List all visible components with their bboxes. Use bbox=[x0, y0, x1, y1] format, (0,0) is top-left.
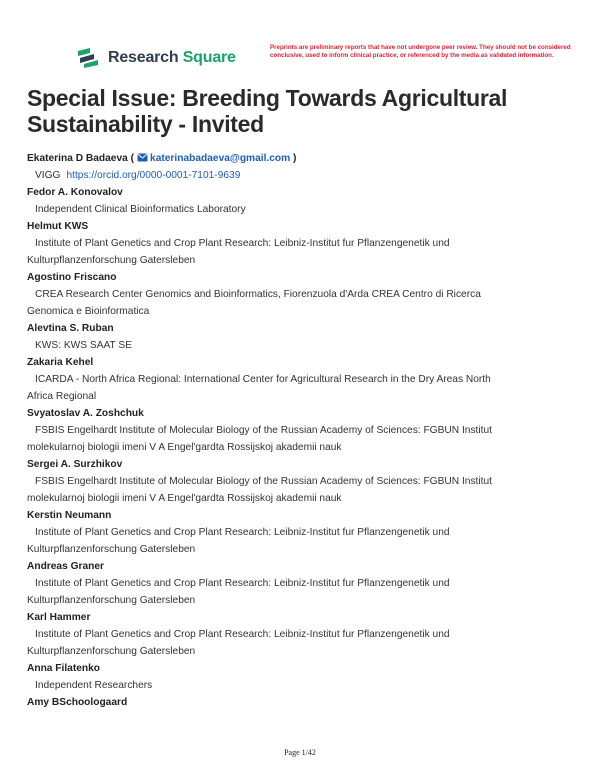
research-square-logo[interactable] bbox=[76, 47, 236, 69]
author-name: Helmut KWS bbox=[27, 221, 89, 232]
author-name: Svyatoslav A. Zoshchuk bbox=[27, 408, 144, 419]
author-name: Agostino Friscano bbox=[27, 272, 117, 283]
author-affiliation: FSBIS Engelhardt Institute of Molecular Biology of the Russian Academy of Sciences: FGBUN Institut molekularnoj biologii imeni V A Engel'gardta Rossijskoj akademii nauk bbox=[27, 476, 492, 504]
author-affiliation: CREA Research Center Genomics and Bioinformatics, Fiorenzuola d'Arda CREA Centro di Ricerca Genomica e Bioinformatica bbox=[27, 289, 481, 317]
research-square-logo-icon bbox=[76, 47, 102, 69]
author-affiliation: Institute of Plant Genetics and Crop Plant Research: Leibniz-Institut fur Pflanzengenetik und Kulturpflanzenforschung Gatersleben bbox=[27, 629, 450, 657]
envelope-icon bbox=[137, 153, 148, 162]
author-affiliation: ICARDA - North Africa Regional: International Center for Agricultural Research in the Dry Areas North Africa Regional bbox=[27, 374, 491, 402]
page-number: Page 1/42 bbox=[284, 748, 316, 757]
email-link[interactable]: katerinabadaeva@gmail.com bbox=[150, 153, 291, 164]
author-affiliation: KWS: KWS SAAT SE bbox=[35, 340, 132, 351]
author-affiliation: Institute of Plant Genetics and Crop Plant Research: Leibniz-Institut fur Pflanzengenetik und Kulturpflanzenforschung Gatersleben bbox=[27, 578, 450, 606]
author-affiliation: Institute of Plant Genetics and Crop Plant Research: Leibniz-Institut fur Pflanzengenetik und Kulturpflanzenforschung Gatersleben bbox=[27, 238, 450, 266]
author-list bbox=[27, 150, 587, 711]
author-affiliation: Independent Clinical Bioinformatics Laboratory bbox=[35, 204, 246, 215]
author-name: Karl Hammer bbox=[27, 612, 91, 623]
author-name: Zakaria Kehel bbox=[27, 357, 94, 368]
author-affiliation: Institute of Plant Genetics and Crop Plant Research: Leibniz-Institut fur Pflanzengenetik und Kulturpflanzenforschung Gatersleben bbox=[27, 527, 450, 555]
orcid-link[interactable]: https://orcid.org/0000-0001-7101-9639 bbox=[66, 170, 241, 181]
header bbox=[76, 44, 596, 74]
author-affiliation: VIGG https://orcid.org/0000-0001-7101-9639 bbox=[35, 170, 241, 181]
author-name: Andreas Graner bbox=[27, 561, 105, 572]
author-name: Alevtina S. Ruban bbox=[27, 323, 114, 334]
paper-title: Special Issue: Breeding Towards Agricultural Sustainability - Invited bbox=[27, 85, 508, 137]
author-name: Amy BSchoologaard bbox=[27, 697, 128, 708]
author-affiliation: FSBIS Engelhardt Institute of Molecular Biology of the Russian Academy of Sciences: FGBUN Institut molekularnoj biologii imeni V A Engel'gardta Rossijskoj akademii nauk bbox=[27, 425, 492, 453]
author-name: Ekaterina D Badaeva ( katerinabadaeva@gmail.com ) bbox=[27, 153, 297, 164]
preprint-notice: Preprints are preliminary reports that have not undergone peer review. They should not be considered conclusive, used to inform clinical practice, or referenced by the media as validated information. bbox=[270, 44, 571, 59]
author-name: Fedor A. Konovalov bbox=[27, 187, 123, 198]
author-name: Sergei A. Surzhikov bbox=[27, 459, 123, 470]
logo-text: Research Square bbox=[108, 49, 236, 66]
author-affiliation: Independent Researchers bbox=[35, 680, 153, 691]
author-name: Kerstin Neumann bbox=[27, 510, 112, 521]
author-name: Anna Filatenko bbox=[27, 663, 101, 674]
